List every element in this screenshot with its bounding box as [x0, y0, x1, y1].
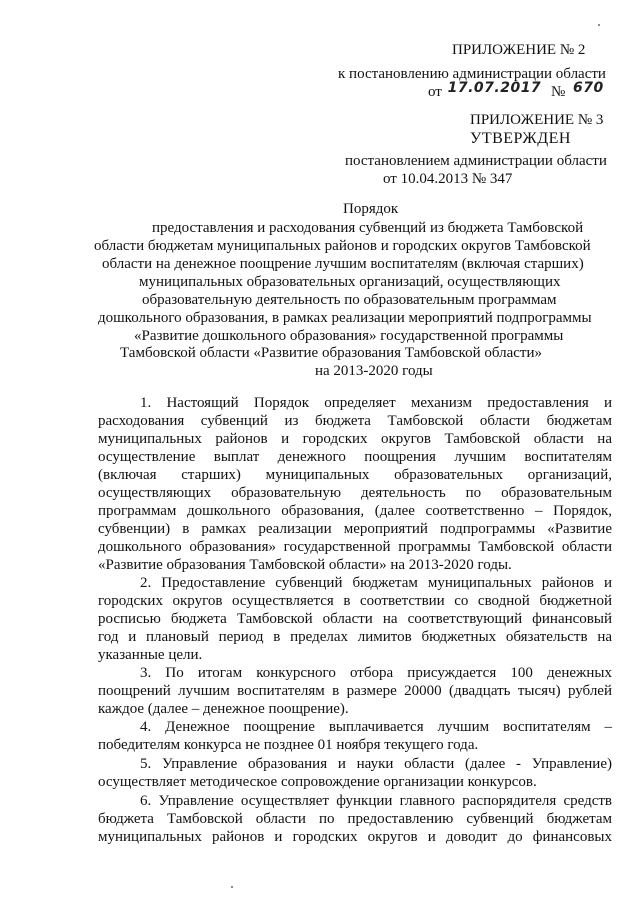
body-line-10: «Развитие образования Тамбовской области» на 2013-2020 годы. [98, 557, 512, 573]
title-line-9: на 2013-2020 годы [315, 363, 433, 379]
body-line-20: победителям конкурса не позднее 01 ноября текущего года. [98, 737, 479, 753]
approved-resolution-ref: от 10.04.2013 № 347 [383, 171, 513, 187]
scan-speck [598, 24, 600, 26]
appendix-2-resolution-text: к постановлению администрации области [338, 66, 606, 82]
body-line-9: дошкольного образования» государственной программы Тамбовской области [98, 539, 612, 555]
body-line-2: расходования субвенций из бюджета Тамбовской области бюджетам [98, 413, 612, 429]
body-line-23: 6. Управление осуществляет функции главного распорядителя средств [140, 793, 612, 809]
body-line-14: год и плановый период в пределах лимитов бюджетных обязательств на [98, 629, 612, 645]
scan-speck [231, 886, 233, 888]
document-title: Порядок [343, 201, 399, 217]
title-line-2: области бюджетам муниципальных районов и городских округов Тамбовской [94, 238, 591, 254]
body-line-11: 2. Предоставление субвенций бюджетам муниципальных районов и [140, 575, 612, 591]
title-line-7: «Развитие дошкольного образования» государственной программы [134, 328, 564, 344]
body-line-3: муниципальных районов и городских округов Тамбовской области на [98, 431, 612, 447]
appendix-2-date-line [428, 80, 604, 101]
title-line-4: муниципальных образовательных организаций, осуществляющих [139, 274, 561, 290]
handwritten-number: 670 [573, 80, 604, 96]
body-line-8: субвенции) в рамках реализации мероприятий подпрограммы «Развитие [98, 521, 612, 537]
date-prefix: от [428, 84, 442, 100]
title-line-1: предоставления и расходования субвенций из бюджета Тамбовской [152, 220, 584, 236]
appendix-2-heading: ПРИЛОЖЕНИЕ № 2 [452, 42, 586, 58]
body-line-6: осуществляющих образовательную деятельность по образовательным [98, 485, 612, 501]
body-line-22: осуществляет методическое сопровождение организации конкурсов. [98, 774, 537, 790]
approved-by-text: постановлением администрации области [345, 153, 607, 169]
body-line-17: поощрений лучшим воспитателям в размере 20000 (двадцать тысяч) рублей [98, 683, 612, 699]
title-line-5: образовательную деятельность по образовательным программам [142, 292, 557, 308]
body-line-21: 5. Управление образования и науки области (далее - Управление) [140, 756, 612, 772]
body-line-13: росписью бюджета Тамбовской области на соответствующий финансовый [98, 611, 612, 627]
body-line-25: муниципальных районов и городских округов и доводит до финансовых [98, 829, 612, 845]
title-line-8: Тамбовской области «Развитие образования Тамбовской области» [120, 345, 542, 361]
body-line-5: (включая старших) муниципальных образовательных организаций, [98, 467, 612, 483]
body-line-19: 4. Денежное поощрение выплачивается лучшим воспитателям – [140, 719, 612, 735]
title-line-3: области на денежное поощрение лучшим воспитателям (включая старших) [102, 256, 584, 272]
title-line-6: дошкольного образования, в рамках реализации мероприятий подпрограммы [98, 310, 592, 326]
body-line-24: бюджета Тамбовской области по предоставлению субвенций бюджетам [98, 811, 612, 827]
body-line-16: 3. По итогам конкурсного отбора присуждается 100 денежных [140, 665, 612, 681]
body-line-7: программам дошкольного образования, (далее соответственно – Порядок, [98, 503, 612, 519]
body-line-4: осуществление выплат денежного поощрения лучшим воспитателям [98, 449, 612, 465]
appendix-3-heading: ПРИЛОЖЕНИЕ № 3 [470, 112, 604, 128]
body-line-18: каждое (далее – денежное поощрение). [98, 701, 349, 717]
handwritten-date: 17.07.2017 [447, 80, 542, 96]
body-line-15: указанные цели. [98, 647, 203, 663]
body-line-1: 1. Настоящий Порядок определяет механизм предоставления и [140, 395, 612, 411]
number-sign: № [550, 84, 566, 100]
approved-heading: УТВЕРЖДЕН [470, 130, 571, 147]
body-line-12: городских округов осуществляется в соответствии со сводной бюджетной [98, 593, 612, 609]
